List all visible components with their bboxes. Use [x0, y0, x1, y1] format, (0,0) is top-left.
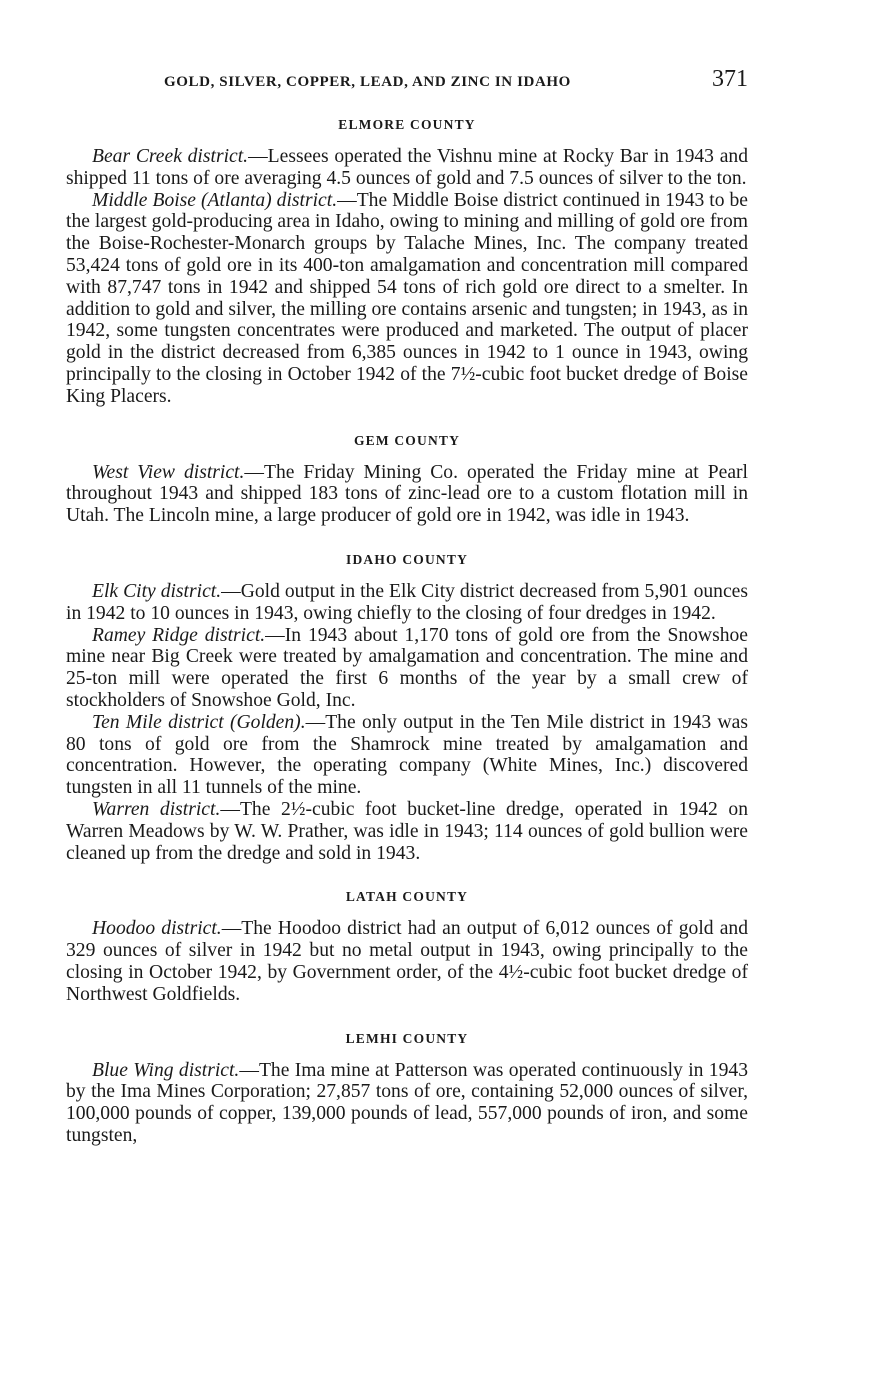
section-idaho-county — [66, 549, 748, 864]
district-paragraph — [66, 918, 748, 1005]
district-text: —The Hoodoo district had an output of 6,012 ounces of gold and 329 ounces of silver in 1942 but no metal output in 1943, owing principally to the closing in October 1942, by Government order, of the 4½-cubic foot bucket dredge of Northwest Goldfields. — [66, 918, 748, 1005]
district-name: Ramey Ridge district. — [92, 624, 266, 646]
county-heading: LEMHI COUNTY — [345, 1030, 469, 1046]
district-text: —The Ima mine at Patterson was operated continuously in 1943 by the Ima Mines Corporation; 27,857 tons of ore, containing 52,000 ounces of silver, 100,000 pounds of copper, 139,000 pounds of lead, 557,000 pounds of iron, and some tungsten, — [66, 1059, 748, 1146]
district-text: —Gold output in the Elk City district decreased from 5,901 ounces in 1942 to 10 ounces in 1943, owing chiefly to the closing of four dredges in 1942. — [66, 580, 748, 624]
district-paragraph — [66, 712, 748, 799]
section-latah-county — [66, 886, 748, 1005]
running-header — [66, 64, 748, 100]
district-text: —The Middle Boise district continued in 1943 to be the largest gold-producing area in Idaho, owing to mining and milling of gold ore from the Boise-Rochester-Monarch groups by Talache Mines, Inc. The company treated 53,424 tons of gold ore in its 400-ton amalgamation and concentration mill compared with 87,747 tons in 1942 and shipped 54 tons of rich gold ore direct to a smelter. In addition to gold and silver, the milling ore contains arsenic and tungsten; in 1943, as in 1942, some tungsten concentrates were produced and marketed. The output of placer gold in the district decreased from 6,385 ounces in 1942 to 1 ounce in 1943, owing principally to the closing in October 1942 of the 7½-cubic foot bucket dredge of Boise King Placers. — [66, 189, 748, 407]
district-paragraph — [66, 1060, 748, 1147]
district-name: Elk City district. — [92, 580, 222, 602]
county-heading: LATAH COUNTY — [345, 889, 469, 905]
district-paragraph — [66, 146, 748, 190]
page-number: 371 — [712, 66, 748, 92]
district-text: —The 2½-cubic foot bucket-line dredge, operated in 1942 on Warren Meadows by W. W. Prather, was idle in 1943; 114 ounces of gold bullion were cleaned up from the dredge and sold in 1943. — [66, 798, 748, 864]
district-paragraph — [66, 190, 748, 408]
district-name: Blue Wing district. — [92, 1059, 240, 1081]
district-name: Hoodoo district. — [92, 918, 222, 940]
district-text: —In 1943 about 1,170 tons of gold ore from the Snowshoe mine near Big Creek were treated by amalgamation and concentration. The mine and 25-ton mill were operated the first 6 months of the year by a small crew of stockholders of Snowshoe Gold, Inc. — [66, 624, 748, 711]
district-paragraph — [66, 799, 748, 864]
district-paragraph — [66, 625, 748, 712]
section-lemhi-county — [66, 1028, 748, 1147]
district-name: Bear Creek district. — [92, 146, 249, 167]
document-page — [66, 64, 748, 1169]
district-name: Warren district. — [92, 798, 221, 820]
district-name: Ten Mile district (Golden). — [92, 711, 306, 733]
running-title: GOLD, SILVER, COPPER, LEAD, AND ZINC IN IDAHO — [164, 74, 571, 90]
district-text: —Lessees operated the Vishnu mine at Rocky Bar in 1943 and shipped 11 tons of ore averaging 4.5 ounces of gold and 7.5 ounces of silver to the ton. — [66, 146, 748, 189]
district-text: —The only output in the Ten Mile district in 1943 was 80 tons of gold ore from the Shamrock mine treated by amalgamation and concentration. However, the operating company (White Mines, Inc.) discovered tungsten in all 11 tunnels of the mine. — [66, 711, 748, 799]
district-paragraph — [66, 581, 748, 625]
county-heading: IDAHO COUNTY — [345, 551, 469, 567]
district-name: West View district. — [92, 461, 245, 483]
section-gem-county — [66, 430, 748, 527]
district-paragraph — [66, 462, 748, 527]
section-elmore-county — [66, 114, 748, 408]
county-heading: ELMORE COUNTY — [338, 117, 476, 132]
county-heading: GEM COUNTY — [353, 432, 461, 448]
district-text: —The Friday Mining Co. operated the Friday mine at Pearl throughout 1943 and shipped 183 tons of zinc-lead ore to a custom flotation mill in Utah. The Lincoln mine, a large producer of gold ore in 1942, was idle in 1943. — [66, 461, 748, 527]
district-name: Middle Boise (Atlanta) district. — [92, 189, 338, 211]
